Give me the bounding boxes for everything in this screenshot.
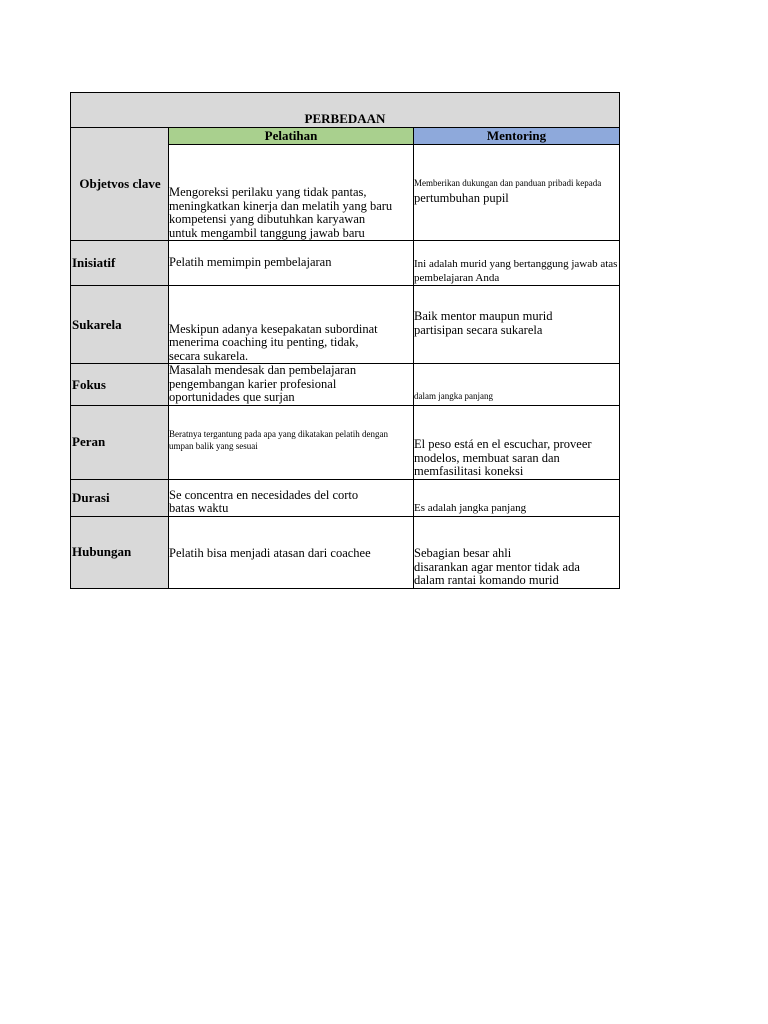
table-row <box>71 364 620 406</box>
cell-mentoring <box>414 241 620 286</box>
cell-text: Masalah mendesak dan pembelajaran pengembangan karier profesional oportunidades que surjan <box>169 363 357 404</box>
cell-pelatihan <box>169 241 414 286</box>
cell-pelatihan <box>169 286 414 364</box>
cell-text-small: Beratnya tergantung pada apa yang dikatakan pelatih dengan umpan balik yang sesuai <box>169 428 388 451</box>
row-label-inisiatif: Inisiatif <box>71 241 169 286</box>
row-label-durasi: Durasi <box>71 479 169 516</box>
spreadsheet-table-sheet <box>70 92 619 589</box>
table-row <box>71 516 620 588</box>
column-header-mentoring: Mentoring <box>414 128 620 145</box>
cell-text: Mengoreksi perilaku yang tidak pantas, meningkatkan kinerja dan melatih yang baru kompetensi yang dibutuhkan karyawan untuk mengambil tanggung jawab baru <box>169 185 393 240</box>
cell-text: pertumbuhan pupil <box>414 191 509 205</box>
table-title-row <box>71 93 620 128</box>
row-label-peran: Peran <box>71 405 169 479</box>
cell-mentoring <box>414 405 620 479</box>
cell-mentoring <box>414 145 620 241</box>
cell-text-small: dalam jangka panjang <box>414 390 493 401</box>
table-row <box>71 241 620 286</box>
cell-text: Se concentra en necesidades del corto batas waktu <box>169 487 359 515</box>
table-title: PERBEDAAN <box>71 93 620 128</box>
row-label-objetivos <box>71 128 169 241</box>
cell-mentoring <box>414 516 620 588</box>
cell-text: Meskipun adanya kesepakatan subordinat menerima coaching itu penting, tidak, secara sukarela. <box>169 321 378 363</box>
cell-text: El peso está en el escuchar, proveer modelos, membuat saran dan memfasilitasi koneksi <box>414 437 592 478</box>
cell-text: Sebagian besar ahli disarankan agar mentor tidak ada dalam rantai komando murid <box>414 546 580 587</box>
cell-text: Pelatih bisa menjadi atasan dari coachee <box>169 545 371 560</box>
cell-mentoring <box>414 364 620 406</box>
cell-mentoring <box>414 479 620 516</box>
row-label-text: Objetvos clave <box>79 176 161 192</box>
table-row <box>71 479 620 516</box>
row-label-hubungan: Hubungan <box>71 516 169 588</box>
cell-pelatihan <box>169 479 414 516</box>
cell-pelatihan <box>169 145 414 241</box>
cell-pelatihan <box>169 364 414 406</box>
row-label-fokus: Fokus <box>71 364 169 406</box>
cell-text: Baik mentor maupun murid partisipan secara sukarela <box>414 309 553 337</box>
column-header-row <box>71 128 620 145</box>
table-row <box>71 286 620 364</box>
cell-pelatihan <box>169 516 414 588</box>
cell-mentoring <box>414 286 620 364</box>
row-label-sukarela: Sukarela <box>71 286 169 364</box>
cell-text: Pelatih memimpin pembelajaran <box>169 255 332 269</box>
table-row <box>71 405 620 479</box>
column-header-pelatihan: Pelatihan <box>169 128 414 145</box>
cell-text-small: Memberikan dukungan dan panduan pribadi kepada <box>414 178 602 188</box>
comparison-table <box>70 92 620 589</box>
cell-text: Ini adalah murid yang bertanggung jawab atas pembelajaran Anda <box>414 258 618 284</box>
cell-pelatihan <box>169 405 414 479</box>
cell-text: Es adalah jangka panjang <box>414 502 527 514</box>
